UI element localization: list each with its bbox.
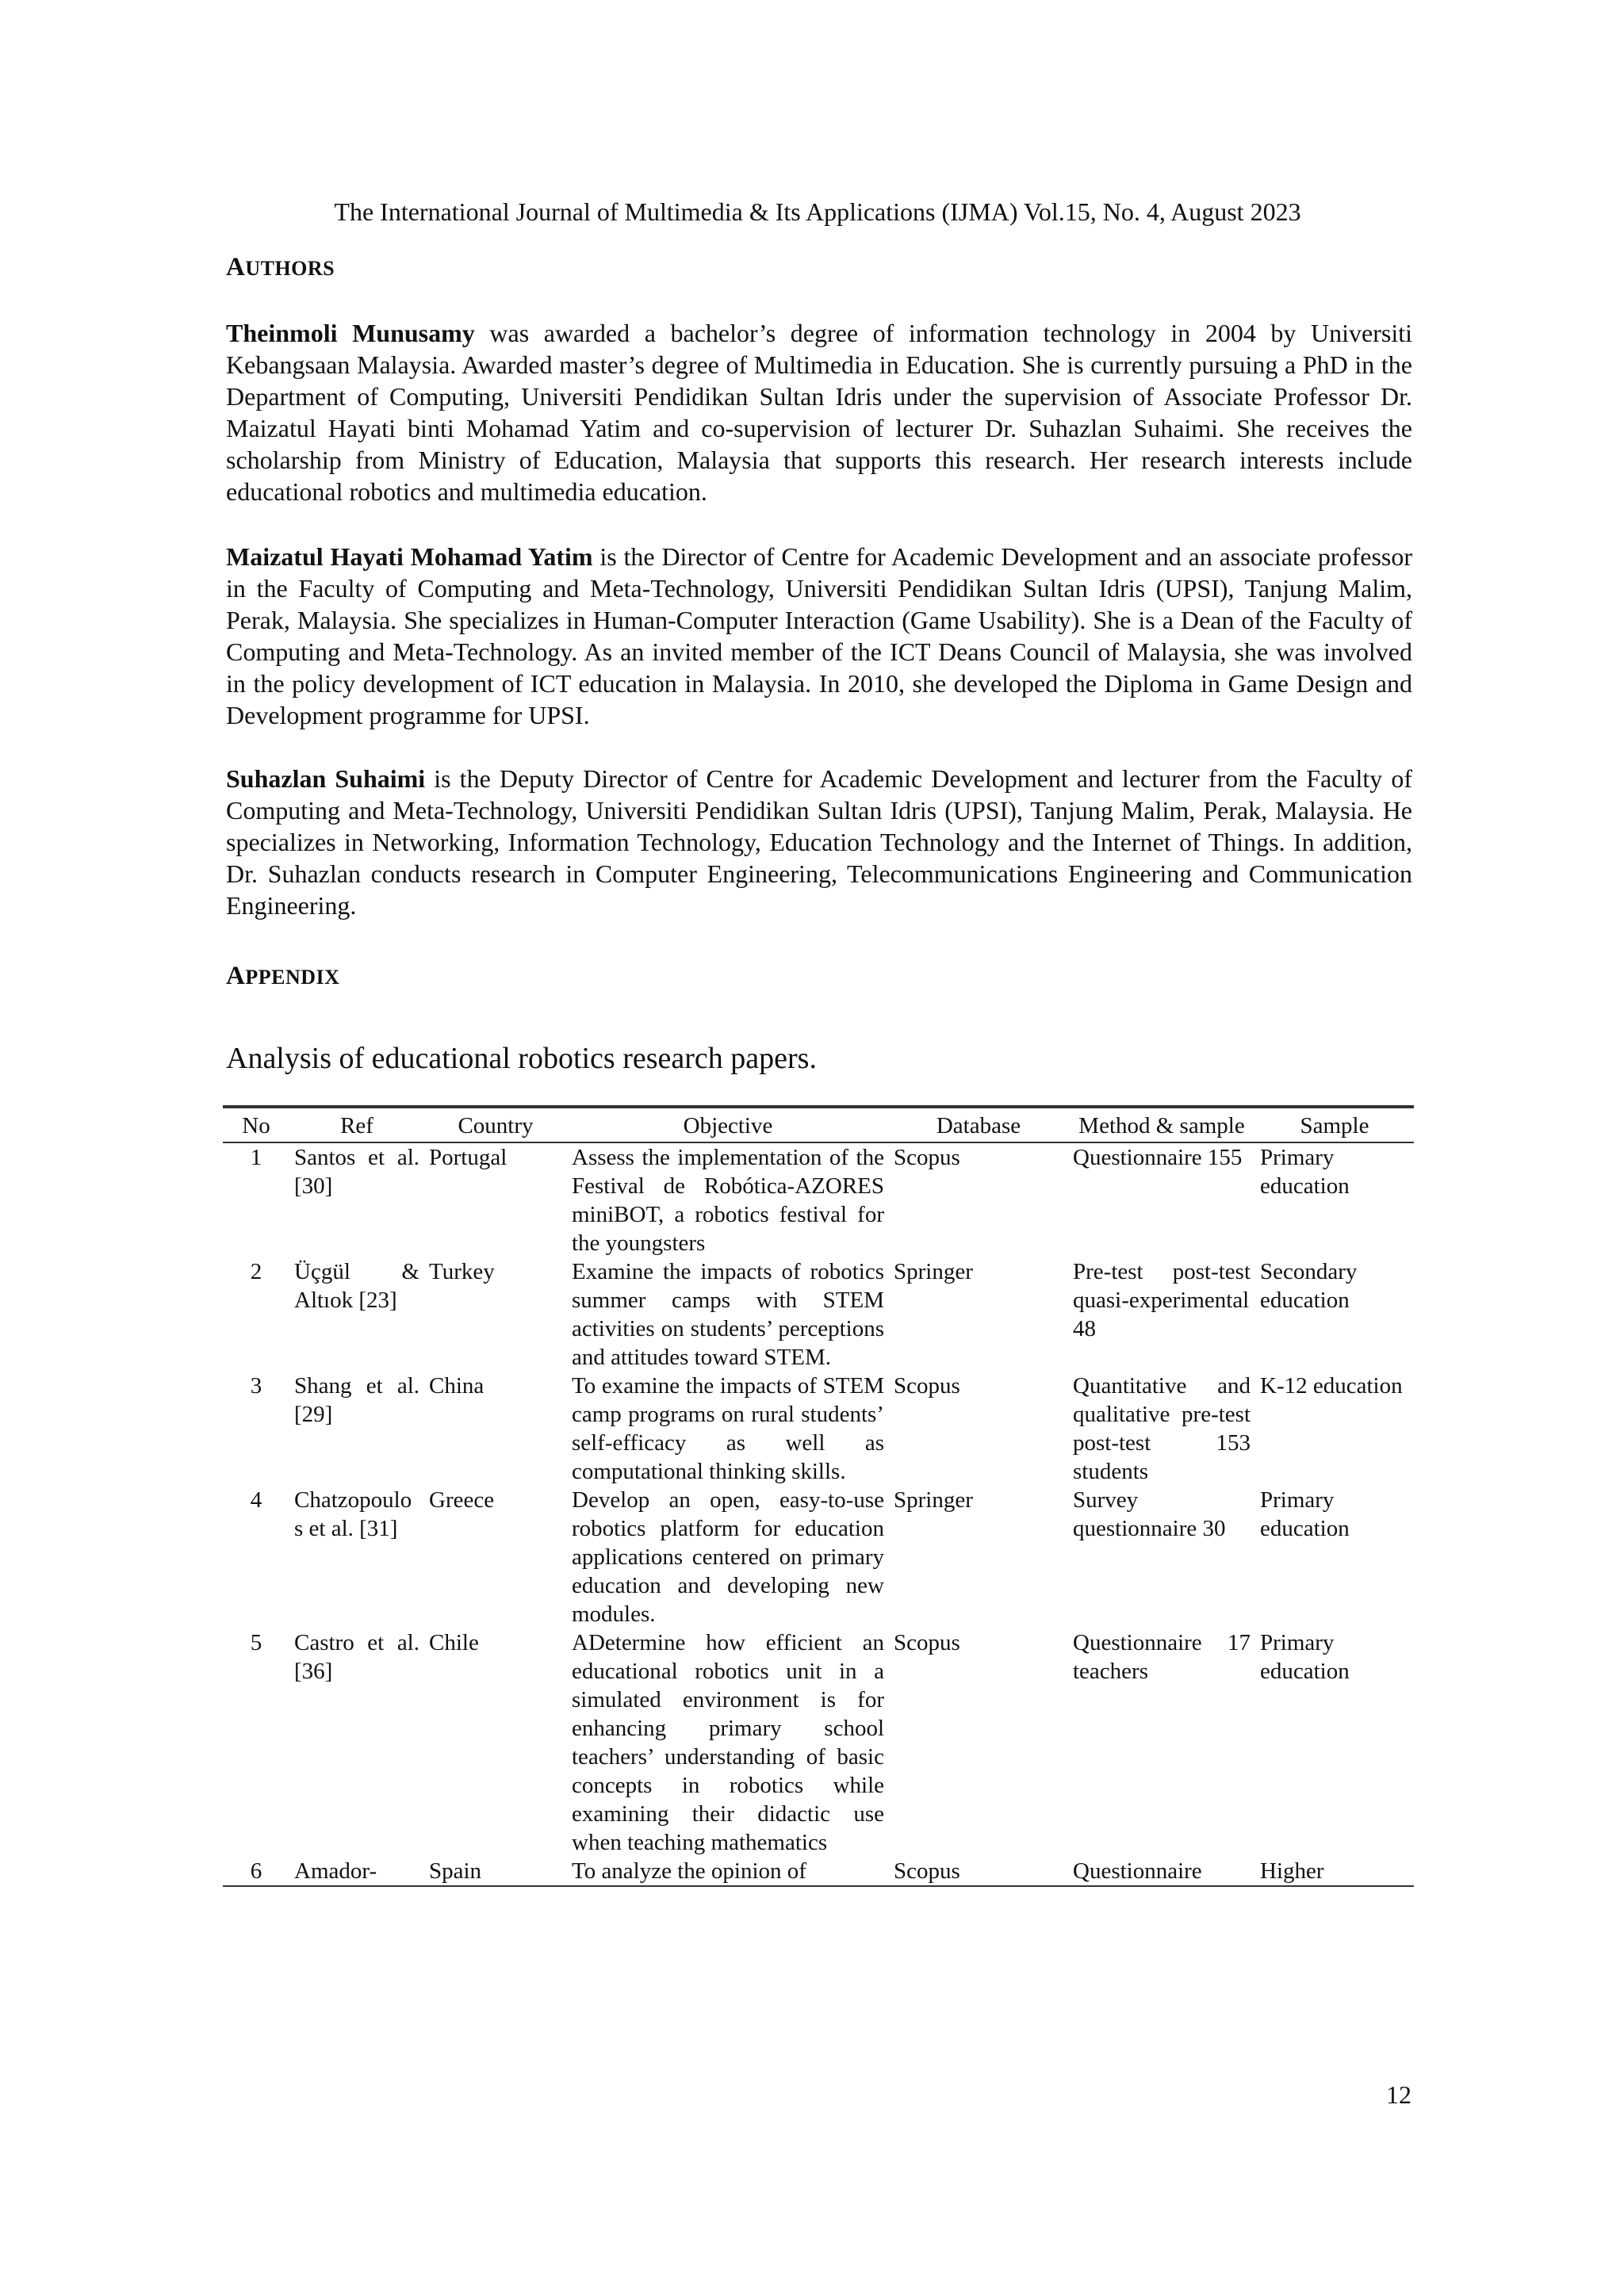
cell-ref: Amador- [289,1857,424,1886]
cell-objective: Assess the implementation of the Festival de Robótica-AZORES miniBOT, a robotics festival for the youngsters [572,1145,884,1256]
cell-database: Scopus [894,1630,960,1655]
author-name: Theinmoli Munusamy [226,319,475,347]
cell-sample: Primary education [1260,1145,1350,1199]
cell-country: Chile [429,1630,479,1655]
cell-objective: Develop an open, easy-to-use robotics platform for education applications centered on primary education and developing new modules. [572,1487,884,1627]
cell-sample: Secondary education [1260,1259,1358,1313]
col-header-ref: Ref [289,1107,424,1142]
cell-no: 3 [250,1373,262,1399]
table-row [223,1486,1414,1628]
cell-no: 4 [250,1487,262,1513]
cell-no: 6 [223,1857,289,1886]
cell-sample: Primary education [1260,1487,1350,1541]
cell-database: Scopus [894,1145,960,1170]
table-row [223,1857,1414,1886]
cell-sample: Primary education [1260,1630,1350,1684]
cell-database: Scopus [889,1857,1068,1886]
cell-method: Questionnaire [1068,1857,1255,1886]
table-row [223,1257,1414,1372]
cell-database: Springer [894,1259,973,1284]
author-bio-1 [226,317,1412,507]
cell-method: Pre-test post-test quasi-experimental 48 [1073,1259,1251,1341]
cell-objective: ADetermine how efficient an educational robotics unit in a simulated environment is for enhancing primary school teachers’ understanding of basic concepts in robotics while examining their didactic use when teaching mathematics [572,1630,884,1855]
cell-no: 1 [250,1145,262,1170]
cell-method: Questionnaire 17 teachers [1073,1630,1251,1684]
table-header-row [223,1107,1414,1142]
cell-method: Survey questionnaire 30 [1073,1487,1226,1541]
cell-sample: Higher [1255,1857,1414,1886]
cell-ref: Santos et al. [30] [294,1145,419,1199]
cell-objective: To examine the impacts of STEM camp programs on rural students’ self-efficacy as well as computational thinking skills. [572,1373,884,1484]
author-bio-text: is the Deputy Director of Centre for Academic Development and lecturer from the Faculty of Computing and Meta-Technology, Universiti Pendidikan Sultan Idris (UPSI), Tanjung Malim, Perak, Malaysia. He specializes in Networking, Information Technology, Education Technology and the Internet of Things. In addition, Dr. Suhazlan conducts research in Computer Engineering, Telecommunications Engineering and Communication Engineering. [226,764,1413,920]
cell-country: Spain [424,1857,567,1886]
authors-heading: AUTHORS [226,253,335,281]
col-header-objective: Objective [567,1107,889,1142]
page-number: 12 [1386,2080,1411,2109]
cell-database: Scopus [894,1373,960,1399]
appendix-heading: APPENDIX [226,962,340,990]
cell-country: Turkey [429,1259,495,1284]
cell-country: China [429,1373,485,1399]
running-header-text: The International Journal of Multimedia & Its Applications (IJMA) Vol.15, No. 4, August 2023 [334,197,1301,226]
cell-ref: Shang et al. [29] [294,1373,419,1427]
cell-ref: Chatzopoulos et al. [31] [294,1487,412,1541]
col-header-sample: Sample [1255,1107,1414,1142]
cell-database: Springer [894,1487,973,1513]
cell-ref: Üçgül & Altıok [23] [294,1259,419,1313]
cell-no: 2 [250,1259,262,1284]
table-row [223,1142,1414,1257]
author-bio-text: was awarded a bachelor’s degree of information technology in 2004 by Universiti Kebangsaan Malaysia. Awarded master’s degree of Multimedia in Education. She is currently pursuing a PhD in the Department of Computing, Universiti Pendidikan Sultan Idris under the supervision of Associate Professor Dr. Maizatul Hayati binti Mohamad Yatim and co-supervision of lecturer Dr. Suhazlan Suhaimi. She receives the scholarship from Ministry of Education, Malaysia that supports this research. Her research interests include educational robotics and multimedia education. [226,319,1413,506]
cell-sample: K-12 education [1260,1373,1403,1399]
running-header [0,195,1624,228]
table-row [223,1628,1414,1857]
cell-country: Portugal [429,1145,508,1170]
cell-no: 5 [250,1630,262,1655]
cell-method: Quantitative and qualitative pre-test post-test 153 students [1073,1373,1251,1484]
cell-objective: Examine the impacts of robotics summer camps with STEM activities on students’ perceptions and attitudes toward STEM. [572,1259,884,1370]
cell-method: Questionnaire 155 [1073,1145,1243,1170]
cell-ref: Castro et al. [36] [294,1630,419,1684]
cell-objective: To analyze the opinion of [567,1857,889,1886]
table-row [223,1372,1414,1486]
papers-table [223,1105,1414,1887]
table-caption: Analysis of educational robotics research papers. [226,1042,817,1075]
author-bio-2 [226,541,1412,731]
author-bio-3 [226,763,1412,921]
col-header-method: Method & sample [1068,1107,1255,1142]
author-bio-text: is the Director of Centre for Academic Development and an associate professor in the Faculty of Computing and Meta-Technology, Universiti Pendidikan Sultan Idris (UPSI), Tanjung Malim, Perak, Malaysia. She specializes in Human-Computer Interaction (Game Usability). She is a Dean of the Faculty of Computing and Meta-Technology. As an invited member of the ICT Deans Council of Malaysia, she was involved in the policy development of ICT education in Malaysia. In 2010, she developed the Diploma in Game Design and Development programme for UPSI. [226,542,1412,729]
author-name: Suhazlan Suhaimi [226,764,426,793]
col-header-no: No [223,1107,289,1142]
col-header-country: Country [424,1107,567,1142]
author-name: Maizatul Hayati Mohamad Yatim [226,542,593,571]
cell-country: Greece [429,1487,495,1513]
col-header-database: Database [889,1107,1068,1142]
